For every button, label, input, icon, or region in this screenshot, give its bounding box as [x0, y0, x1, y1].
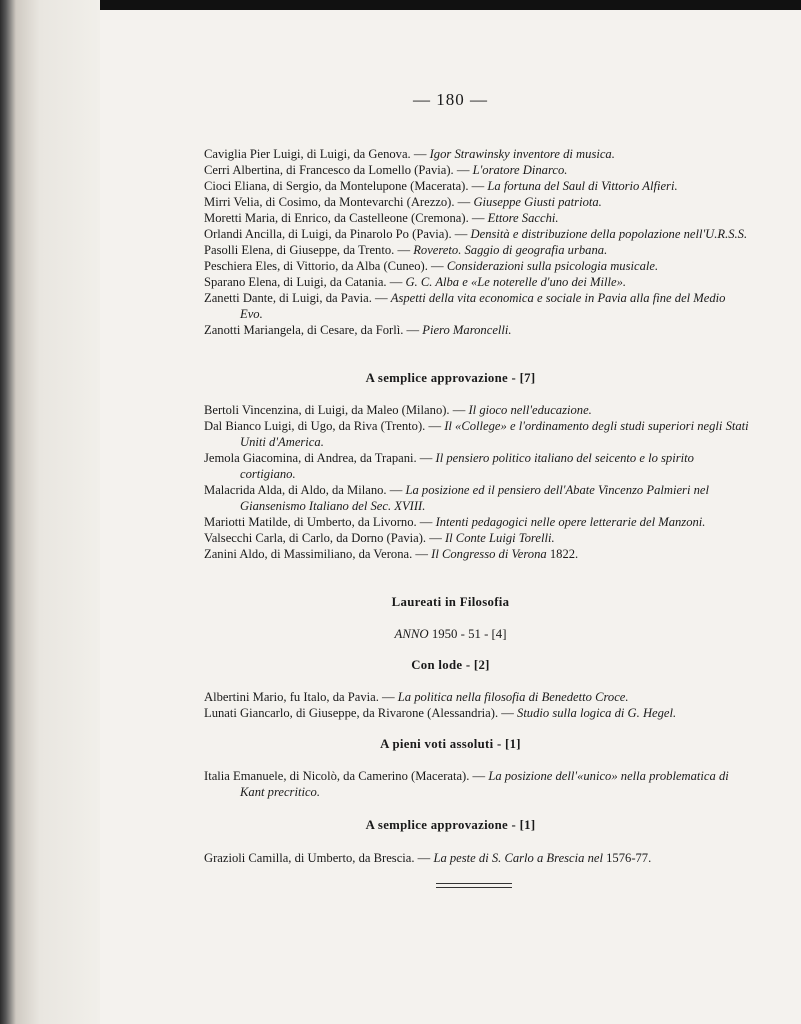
entry-title: Il Congresso di Verona	[431, 547, 547, 561]
entry-author: Orlandi Ancilla, di Luigi, da Pinarolo Po (Pavia). —	[204, 227, 468, 241]
entry-author: Cioci Eliana, di Sergio, da Montelupone (Macerata). —	[204, 179, 485, 193]
thesis-entry	[204, 850, 750, 866]
entries-list-con-lode	[204, 689, 750, 721]
entry-year: 1576-77.	[602, 851, 652, 865]
entry-author: Mirri Velia, di Cosimo, da Montevarchi (Arezzo). —	[204, 195, 471, 209]
entry-author: Valsecchi Carla, di Carlo, da Dorno (Pavia). —	[204, 531, 442, 545]
thesis-entry	[204, 178, 750, 194]
entry-author: Albertini Mario, fu Italo, da Pavia. —	[204, 690, 395, 704]
thesis-entry	[204, 274, 750, 290]
entries-list-lettere-top	[204, 146, 750, 338]
thesis-entry	[204, 210, 750, 226]
anno-value: 1950 - 51 - [4]	[428, 627, 507, 641]
entries-list-pieni-voti	[204, 768, 750, 800]
book-binding-edge	[0, 0, 100, 1024]
thesis-entry	[204, 705, 750, 721]
entry-author: Moretti Maria, di Enrico, da Castelleone (Cremona). —	[204, 211, 485, 225]
closing-rule	[436, 883, 512, 888]
thesis-entry	[204, 226, 750, 242]
thesis-entry	[204, 194, 750, 210]
entry-author: Italia Emanuele, di Nicolò, da Camerino (Macerata). —	[204, 769, 486, 783]
entry-author: Mariotti Matilde, di Umberto, da Livorno. —	[204, 515, 433, 529]
entry-title: G. C. Alba e «Le noterelle d'uno dei Mille».	[405, 275, 627, 289]
thesis-entry	[204, 546, 750, 562]
entry-year: 1822.	[546, 547, 579, 561]
entry-title: La posizione dell'«unico» nella problematica di Kant precritico.	[240, 769, 729, 799]
entry-title: Il pensiero politico italiano del seicento e lo spirito cortigiano.	[240, 451, 694, 481]
heading-semplice-approvazione-2: A semplice approvazione - [1]	[365, 818, 536, 832]
scan-top-edge	[100, 0, 801, 10]
entry-author: Zanotti Mariangela, di Cesare, da Forlì. —	[204, 323, 420, 337]
entry-author: Jemola Giacomina, di Andrea, da Trapani. —	[204, 451, 433, 465]
thesis-entry	[204, 514, 750, 530]
heading-pieni-voti: A pieni voti assoluti - [1]	[380, 737, 521, 751]
entry-author: Dal Bianco Luigi, di Ugo, da Riva (Trento). —	[204, 419, 442, 433]
thesis-entry	[204, 768, 750, 800]
thesis-entry	[204, 482, 750, 514]
entry-author: Pasolli Elena, di Giuseppe, da Trento. —	[204, 243, 411, 257]
entry-author: Bertoli Vincenzina, di Luigi, da Maleo (Milano). —	[204, 403, 466, 417]
heading-laureati-filosofia: Laureati in Filosofia	[391, 595, 510, 609]
entry-title: La peste di S. Carlo a Brescia nel	[433, 851, 603, 865]
entry-title: Intenti pedagogici nelle opere letterarie del Manzoni.	[435, 515, 706, 529]
entry-author: Cerri Albertina, di Francesco da Lomello (Pavia). —	[204, 163, 470, 177]
entry-title: L'oratore Dinarco.	[472, 163, 568, 177]
entry-author: Zanini Aldo, di Massimiliano, da Verona. —	[204, 547, 428, 561]
entry-title: Rovereto. Saggio di geografia urbana.	[413, 243, 608, 257]
entry-title: La posizione ed il pensiero dell'Abate Vincenzo Palmieri nel Giansenismo Italiano del Sec. XVIII.	[240, 483, 709, 513]
entry-title: Considerazioni sulla psicologia musicale.	[446, 259, 659, 273]
entry-title: Ettore Sacchi.	[487, 211, 559, 225]
thesis-entry	[204, 402, 750, 418]
thesis-entry	[204, 689, 750, 705]
entries-list-semplice-approvazione	[204, 402, 750, 562]
thesis-entry	[204, 322, 750, 338]
entry-title: La fortuna del Saul di Vittorio Alfieri.	[487, 179, 678, 193]
thesis-entry	[204, 146, 750, 162]
entries-list-semplice-approvazione-2	[204, 850, 750, 866]
entry-title: Studio sulla logica di G. Hegel.	[517, 706, 677, 720]
entry-title: La politica nella filosofia di Benedetto Croce.	[397, 690, 629, 704]
entry-title: Densità e distribuzione della popolazione nell'U.R.S.S.	[470, 227, 748, 241]
thesis-entry	[204, 258, 750, 274]
entry-title: Il «College» e l'ordinamento degli studi superiori negli Stati Uniti d'America.	[240, 419, 749, 449]
entry-author: Caviglia Pier Luigi, di Luigi, da Genova. —	[204, 147, 427, 161]
entry-title: Piero Maroncelli.	[422, 323, 512, 337]
heading-semplice-approvazione-1: A semplice approvazione - [7]	[365, 371, 536, 385]
page-number: — 180 —	[413, 90, 488, 109]
entry-author: Zanetti Dante, di Luigi, da Pavia. —	[204, 291, 388, 305]
thesis-entry	[204, 290, 750, 322]
thesis-entry	[204, 418, 750, 450]
entry-title: Il Conte Luigi Torelli.	[444, 531, 555, 545]
thesis-entry	[204, 242, 750, 258]
anno-label: ANNO	[394, 627, 429, 641]
entry-author: Grazioli Camilla, di Umberto, da Brescia. —	[204, 851, 431, 865]
entry-author: Sparano Elena, di Luigi, da Catania. —	[204, 275, 403, 289]
entry-title: Aspetti della vita economica e sociale in Pavia alla fine del Medio Evo.	[240, 291, 726, 321]
heading-con-lode: Con lode - [2]	[411, 658, 490, 672]
entry-author: Peschiera Eles, di Vittorio, da Alba (Cuneo). —	[204, 259, 444, 273]
entry-title: Igor Strawinsky inventore di musica.	[429, 147, 615, 161]
thesis-entry	[204, 530, 750, 546]
anno-line	[100, 627, 801, 642]
entry-title: Il gioco nell'educazione.	[468, 403, 592, 417]
entry-author: Malacrida Alda, di Aldo, da Milano. —	[204, 483, 403, 497]
entry-title: Giuseppe Giusti patriota.	[473, 195, 602, 209]
document-page	[100, 10, 801, 1024]
thesis-entry	[204, 450, 750, 482]
thesis-entry	[204, 162, 750, 178]
entry-author: Lunati Giancarlo, di Giuseppe, da Rivarone (Alessandria). —	[204, 706, 514, 720]
